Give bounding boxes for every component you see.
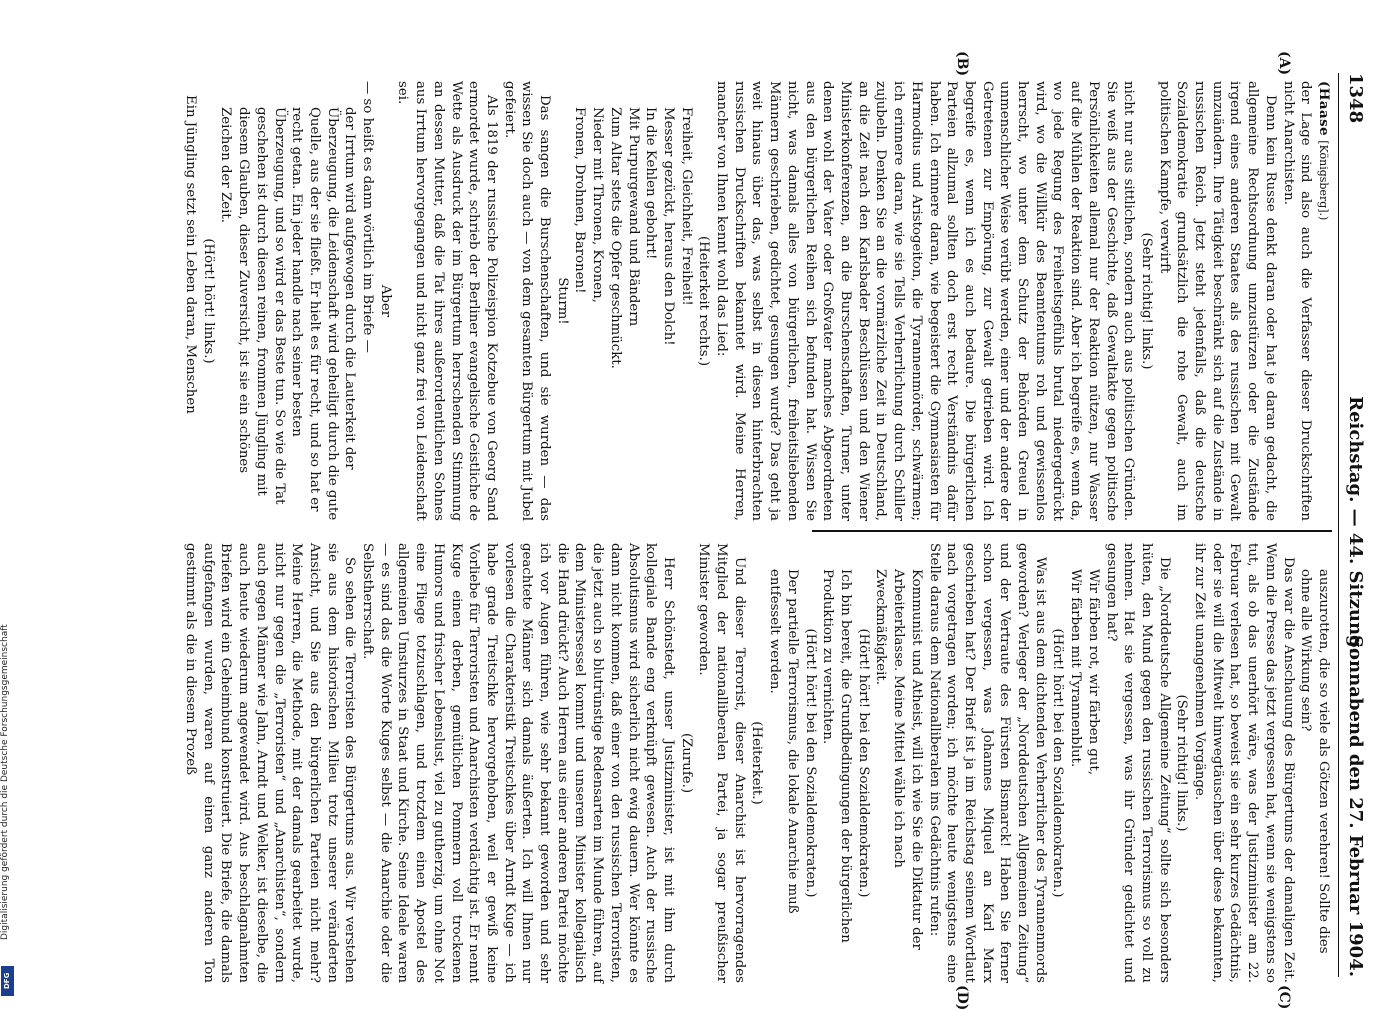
margin-marker-c: (C): [1276, 985, 1292, 1010]
paragraph: Herr Schönstedt, unser Justizminister, ist mit ihm durch kollegiale Bande eng verknüpft gewesen. Auch der russische Absolutismus wird sicherlich nicht ewig dauern. Wer könnte es dann nicht kommen, daß einer von den russischen Terroristen, die jetzt auch so blutrünstige Redensarten im Munde führen, auf dem Ministersessel kommt und unserem Minister kollegialisch die Hand drückt? Auch Herren aus einer anderen Partei möchte ich vor Augen führen, wie sehr bekannt geworden und sehr geachtete Männer sich damals äußerten. Ich will Ihnen nur vorlesen die Charakteristik Treitschkes über Arndt Kuge — ich habe grade Treitschke hervorgehoben, weil er gewiß keine Vorliebe für Terroristen und Anarchisten verdächtig ist. Er nennt Kuge einen derben, gemütlichen Pommern voll trockenen Humors und frischer Lebenslust, viel zu gutherzig, um ohne Not eine Fliege totzuschlagen, und trotzdem einen Apostel des allgemeinen Umsturzes in Staat und Kirche. Seine Ideale waren — es sind das die Worte Kuges selbst — die Anarchie oder die Selbstherrschaft.: [360, 543, 676, 983]
poem-line: Fronen, Drohnen, Baronen!: [572, 107, 588, 294]
interjection: (Sehr richtig! links.): [1174, 694, 1190, 832]
paragraph: Das war die Anschauung des Bürgertums der damaligen Zeit. Wenn die Presse das jetzt vergessen hat, wenn sie wenigstens so tut, als ob das unerhört wäre, was der Justizminister am 22. Februar verlesen hat, so beweist sie ein sehr kurzes Gedächtnis, oder sie will die Mitwelt hinwegtäuschen über diese bekannten, ihr zur Zeit unangenehmen Vorgänge.: [1192, 543, 1296, 983]
column-divider: [812, 530, 1332, 532]
right-column: [183, 543, 1332, 983]
poem-line: Sturm!: [554, 277, 570, 325]
paragraph: Und dieser Terrorist, dieser Anarchist ist hervorragendes Mitglied der nationalliberalen Partei, ja sogar preußischer Minister geworden.: [696, 543, 747, 983]
quotation: der Irrtum wird aufgewogen durch die Lauterkeit der Überzeugung, die Leidenschaft wird geheiligt durch die gute Quelle, aus der sie fließt. Er hielt es für recht, und so hat er recht getan. Ein jeder handle nach seiner besten Überzeugung, und so wird er das Beste tun. So wie die Tat geschehen ist durch diesen reinen, frommen Jüngling mit diesem Glauben, dieser Zuversicht, ist sie ein schönes Zeichen der Zeit.: [218, 107, 358, 521]
rotated-document: [72, 51, 1372, 1010]
left-column: [183, 81, 1332, 521]
page-number: 1348: [1345, 73, 1366, 124]
page-header-date: Sonnabend den 27. Februar 1904.: [1345, 635, 1366, 977]
interjection: (Hört! hört! bei den Sozialdemokraten.): [802, 628, 818, 898]
poem-line: Mit Purpurgewand und Bändern: [625, 107, 641, 327]
speaker-place: [Königsberg].): [1317, 140, 1330, 221]
interjection: (Hört! hört! bei den Sozialdemokraten.): [1050, 628, 1066, 898]
interjection: (Hört! hört! bei den Sozialdemokraten.): [855, 628, 871, 898]
paragraph: Die „Norddeutsche Allgemeine Zeitung“ sollte sich besonders hüten, den Mund gegen den russischen Terrorismus so voll zu nehmen. Hat sie vergessen, was ihr Gründer gedichtet und gesungen hat?: [1103, 543, 1172, 983]
page-header-title: Reichstag. — 44. Sitzung.: [1345, 396, 1366, 654]
paragraph: — so heißt es dann wörtlich im Briefe —: [360, 81, 376, 353]
paragraph: Das sangen die Burschenschaften, und sie wurden — das wissen Sie doch auch — von dem gesamten Bürgertum mit Jubel gefeiert.: [501, 81, 553, 521]
poem-line: Wir färben rot, wir färben gut,: [1085, 569, 1101, 776]
margin-marker-a: (A): [1276, 51, 1292, 76]
paragraph: Was ist aus dem dichtenden Verherrlicher des Tyrannenmords geworden? Verleger der „Norddeutschen Allgemeinen Zeitung“ und der Vertraute des Fürsten Bismarck! Haben Sie ferner schon vergessen, was Johannes Miquel an Karl Marx geschrieben hat? Der Brief ist ja im Reichstag seinem Wortlaut nach vorgetragen worden; ich möchte heute wenigstens eine Stelle daraus dem Nationalliberalen ins Gedächtnis rufen:: [926, 543, 1048, 983]
paragraph: Aber: [377, 284, 393, 318]
quotation: auszurotten, die so viele als Götzen verehren! Sollte dies ohne alle Wirkung sein?: [1298, 569, 1331, 954]
quotation: Ich bin bereit, die Grundbedingungen der bürgerlichen Produktion zu vernichten.: [820, 569, 854, 943]
speaker-line: [1314, 81, 1332, 521]
quotation: Kommunist und Atheist, will ich wie Sie die Diktatur der Arbeiterklasse. Meine Mittel wähle ich nach Zweckmäßigkeit.: [873, 569, 924, 950]
poem-line: Messer gezückt, heraus den Dolch!: [660, 107, 676, 346]
header-rule: [1338, 73, 1339, 977]
speaker-name: (Haase: [1316, 81, 1331, 137]
dfg-logo: DFG: [1, 966, 14, 996]
quotation: Der partielle Terrorismus, die lokale Anarchie muß entfesselt werden.: [767, 569, 800, 914]
poem-line: Wir färben mit Tyrannenblut.: [1068, 569, 1084, 768]
interjection: (Sehr richtig! links.): [1138, 232, 1154, 370]
paragraph: Denn kein Russe denkt daran oder hat je daran gedacht, die allgemeine Rechtsordnung umzustürzen oder die Zustände irgend eines anderen Staates als des russischen mit Gewalt umzuändern. Ihre Tätigkeit beschränkt sich auf die Zustände in russischen Reich. Jetzt steht jedenfalls, daß die deutsche Sozialdemokratie grundsätzlich die rohe Gewalt, auch im politischen Kampfe, verwirft: [1156, 81, 1278, 521]
paragraph: Als 1819 der russische Polizeispion Kotzebue von Georg Sand ermordet wurde, schrieb der Berliner evangelische Geistliche de Wette als Ausdruck der im Bürgertum herrschenden Stimmung an dessen Mutter, daß die Tat ihres außerordentlichen Sohnes aus Irrtum hervorgegangen und nicht ganz frei von Leidenschaft sei.: [395, 81, 499, 521]
interjection: (Zurufe.): [678, 732, 694, 794]
digitization-note: Digitalisierung gefördert durch die Deutsche Forschungsgemeinschaft: [0, 624, 10, 940]
paragraph: So sehen die Terroristen des Bürgertums aus. Wir verstehen sie aus dem historischen Milieu trotz unserer veränderten Ansicht, und Sie aus den bürgerlichen Parteien nicht mehr? Meine Herren, die Methode, mit der damals gearbeitet wurde, nicht nur gegen die „Terroristen“ und „Anarchisten“, sondern auch gegen Männer wie Jahn, Arndt und Welker, ist dieselbe, die auch heute wiederum angewendet wird. Aus beschlagnahmten Briefen wird ein Geheimbund konstruiert. Die Briefe, die damals aufgefangen wurden, waren auf einen ganz anderen Ton gestimmt als die in diesem Prozeß: [183, 543, 358, 983]
poem-line: Zum Altar stets die Opfer geschmückt.: [607, 107, 623, 369]
interjection: (Heiterkeit.): [749, 721, 765, 805]
paragraph: nicht nur aus sittlichen, sondern auch aus politischen Gründen. Sie weiß aus der Geschichte, daß Gewaltakte gegen politische Persönlichkeiten allemal nur der Reaktion nützen, nur Wasser auf die Mühlen der Reaktion sind. Aber ich begreife es, wenn da, wo jede Regung des Freiheitsgefühls brutal niedergedrückt wird, wo die Willkür des Beamtentums roh und gewissenlos herrscht, wo unter dem Schutz der Behörden Greuel in unmenschlicher Weise verübt werden, einer und der andere der Getretenen zur Empörung, zur Gewalt getrieben wird. Ich begreife es, wenn ich es auch bedaure. Die bürgerlichen Parteien allzumal sollten doch erst recht Verständnis dafür haben. Ich erinnere daran, wie begeistert die Gymnasiasten für Harmodius und Aristogeiton, die Tyrannenmörder, schwärmen; ich erinnere daran, wie sie Tells Verherrlichung durch Schiller zujubeln. Denken Sie an die vormärzliche Zeit in Deutschland, an die Zeit nach den Karlsbader Beschlüssen und den Wiener Ministerkonferenzen, an die Burschenschaften, Turner, unter denen wohl der Vater oder Großvater manches Abgeordneten aus den bürgerlichen Reihen sich befunden hat. Wissen Sie nicht, was damals alles von bürgerlichen, freiheitsliebenden Männern geschrieben, gedichtet, gesungen wurde? Das geht ja weit hinaus über das, was selbst in diesen hinterbrachten russischen Druckschriften bekanntet wird. Meine Herren, mancher von Ihnen kennt wohl das Lied:: [714, 81, 1137, 521]
poem-line: Nieder mit Thronen, Kronen,: [590, 107, 606, 303]
margin-marker-b: (B): [954, 51, 970, 77]
paragraph: der Lage sind also auch die Verfasser dieser Druckschriften nicht Anarchisten.: [1280, 81, 1314, 521]
interjection: (Heiterkeit rechts.): [696, 235, 712, 367]
margin-marker-d: (D): [954, 985, 970, 1010]
paragraph: Ein Jüngling setzt sein Leben daran, Menschen: [183, 95, 198, 414]
poem-line: Freiheit, Gleichheit, Freiheit!: [678, 107, 694, 306]
poem-line: In die Kehlen gebohrt!: [643, 107, 659, 260]
interjection: (Hört! hört! links.): [200, 238, 216, 364]
